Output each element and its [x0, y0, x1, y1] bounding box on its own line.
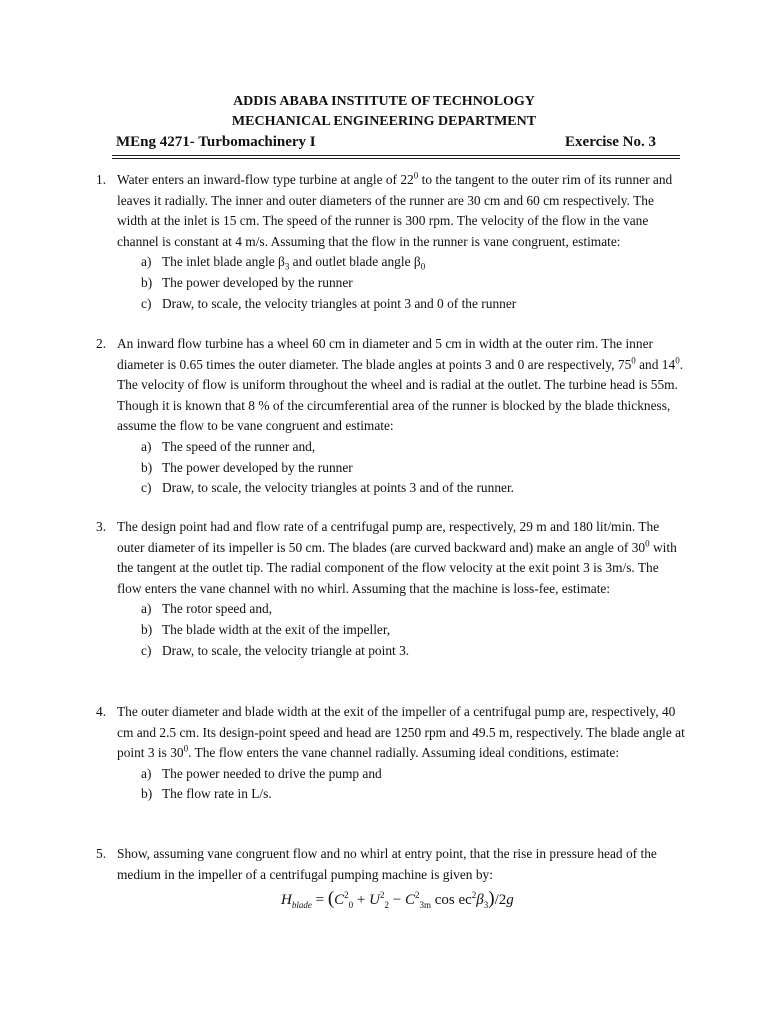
head-rise-formula: $H_{blade} = (C^2_0 + U^2_2 - C^2_{3m}$ $\cos ec^2\beta_3)/2g$: [281, 888, 514, 910]
question-number: 2.: [96, 336, 107, 351]
sub-item: c) Draw, to scale, the velocity triangles at point 3 and 0 of the runner: [141, 295, 517, 311]
exercise-number: Exercise No. 3: [565, 134, 656, 150]
sub-item: b) The power developed by the runner: [141, 459, 353, 475]
question-1: [96, 170, 686, 314]
question-number: 1.: [96, 172, 107, 187]
sub-item: b) The power developed by the runner: [141, 274, 353, 290]
department-name: MECHANICAL ENGINEERING DEPARTMENT: [231, 114, 537, 129]
sub-item: a) The rotor speed and,: [141, 601, 273, 617]
question-text: Water enters an inward-flow type turbine at angle of $22^0$ to the tangent to the outer rim of its runner and leaves it radially. The inner and outer diameters of the runner are 30 cm and 60 cm respectively. The width at the inlet is 15 cm. The speed of the runner is 300 rpm. The velocity of the flow in the vane channel is constant at 4 m/s. Assuming that the flow in the runner is vane congruent, estimate:: [117, 170, 673, 249]
sub-item: c) Draw, to scale, the velocity triangle at point 3.: [141, 642, 410, 658]
sub-item: b) The blade width at the exit of the impeller,: [141, 621, 391, 637]
question-2: [96, 334, 686, 499]
question-text: An inward flow turbine has a wheel 60 cm in diameter and 5 cm in width at the outer rim. The inner diameter is 0.65 times the outer diameter. The blade angles at points 3 and 0 are respectively, $75^0$ and $14^0$. The velocity of flow is uniform throughout the wheel and is radial at the outlet. The turbine head is 55m. Though it is known that 8 % of the circumferential area of the runner is blocked by the blade thickness, assume the flow to be vane congruent and estimate:: [117, 336, 684, 434]
sub-item: a) The speed of the runner and,: [141, 438, 316, 454]
header-rule-top: [112, 155, 680, 156]
sub-item: c) Draw, to scale, the velocity triangles at points 3 and of the runner.: [141, 480, 515, 496]
question-3: [96, 517, 686, 661]
institute-name: ADDIS ABABA INSTITUTE OF TECHNOLOGY: [233, 94, 535, 109]
course-title: MEng 4271- Turbomachinery I: [116, 134, 316, 150]
sub-item: a) The power needed to drive the pump and: [141, 765, 382, 781]
question-5: [96, 844, 686, 885]
question-text: Show, assuming vane congruent flow and no whirl at entry point, that the rise in pressure head of the medium in the impeller of a centrifugal pumping machine is given by:: [117, 846, 657, 882]
sub-item: a) The inlet blade angle $\beta_3$ and outlet blade angle $\beta_0$: [141, 254, 426, 273]
question-text: The outer diameter and blade width at the exit of the impeller of a centrifugal pump are, respectively, 40 cm and 2.5 cm. Its design-point speed and head are 1250 rpm and 49.5 m, respectively. The blade angle at point 3 is $30^0$. The flow enters the vane channel radially. Assuming ideal conditions, estimate:: [117, 704, 685, 761]
header-rule-bottom: [112, 158, 680, 159]
question-number: 4.: [96, 704, 107, 719]
question-text: The design point had and flow rate of a centrifugal pump are, respectively, 29 m and 180 lit/min. The outer diameter of its impeller is 50 cm. The blades (are curved backward and) make an angle of $30^0$ with the tangent at the outlet tip. The radial component of the flow velocity at the exit point 3 is 3m/s. The flow enters the vane channel with no whirl. Assuming that the machine is loss-fee, estimate:: [117, 519, 677, 596]
question-number: 5.: [96, 846, 107, 861]
question-number: 3.: [96, 519, 107, 534]
sub-item: b) The flow rate in L/s.: [141, 786, 272, 802]
question-4: [96, 702, 686, 805]
